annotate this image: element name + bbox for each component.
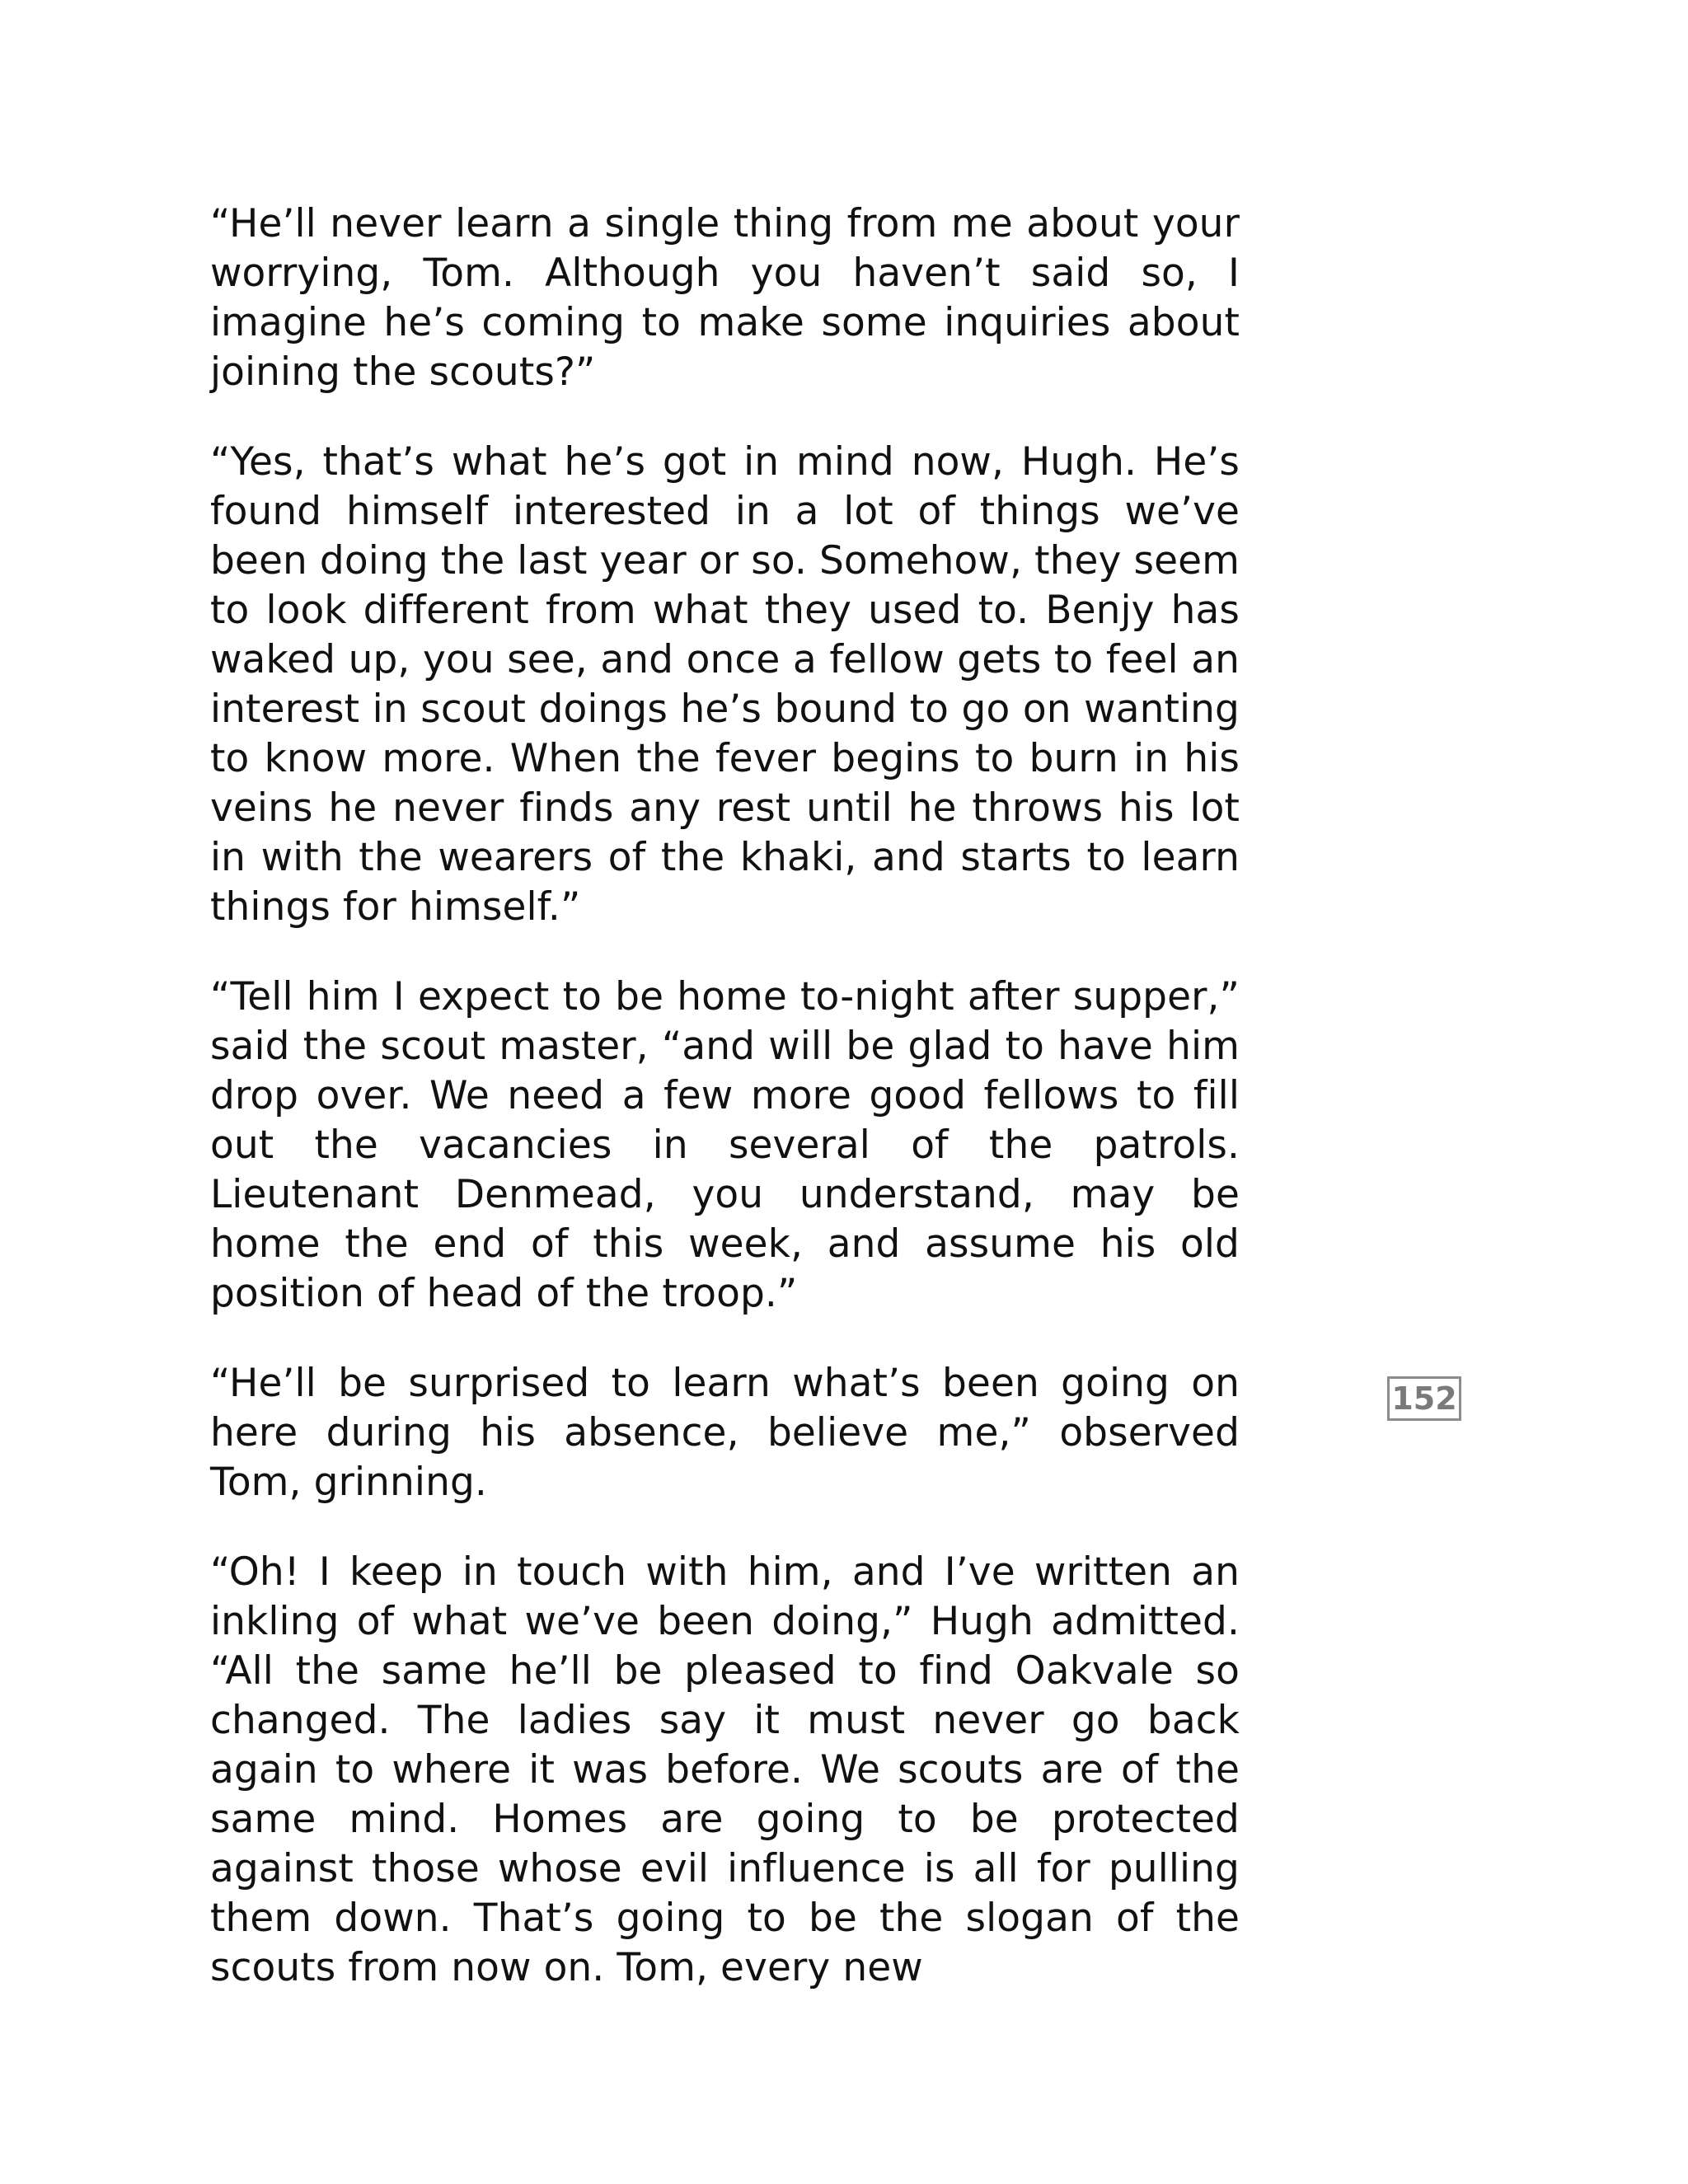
page-body xyxy=(210,199,1240,2033)
paragraph: “He’ll never learn a single thing from me about your worrying, Tom. Although you haven’t said so, I imagine he’s coming to make some inquiries about joining the scouts?” xyxy=(210,201,1240,395)
paragraph: “Yes, that’s what he’s got in mind now, Hugh. He’s found himself interested in a lot of things we’ve been doing the last year or so. Somehow, they seem to look different from what they used to. Benjy has waked up, you see, and once a fellow gets to feel an interest in scout doings he’s bound to go on wanting to know more. When the fever begins to burn in his veins he never finds any rest until he throws his lot in with the wearers of the khaki, and starts to learn things for himself.” xyxy=(210,439,1240,930)
paragraph: “Oh! I keep in touch with him, and I’ve written an inkling of what we’ve been doing,” Hugh admitted. “All the same he’ll be pleased to find Oakvale so changed. The ladies say it must never go back again to where it was before. We scouts are of the same mind. Homes are going to be protected against those whose evil influence is all for pulling them down. That’s going to be the slogan of the scouts from now on. Tom, every new xyxy=(210,1549,1240,1990)
paragraph: “He’ll be surprised to learn what’s been going on here during his absence, believe me,” observed Tom, grinning. xyxy=(210,1361,1240,1505)
page-number-badge: 152 xyxy=(1387,1376,1461,1421)
paragraph: “Tell him I expect to be home to-night after supper,” said the scout master, “and will be glad to have him drop over. We need a few more good fellows to fill out the vacancies in several of the patrols. Lieutenant Denmead, you understand, may be home the end of this week, and assume his old position of head of the troop.” xyxy=(210,974,1240,1316)
